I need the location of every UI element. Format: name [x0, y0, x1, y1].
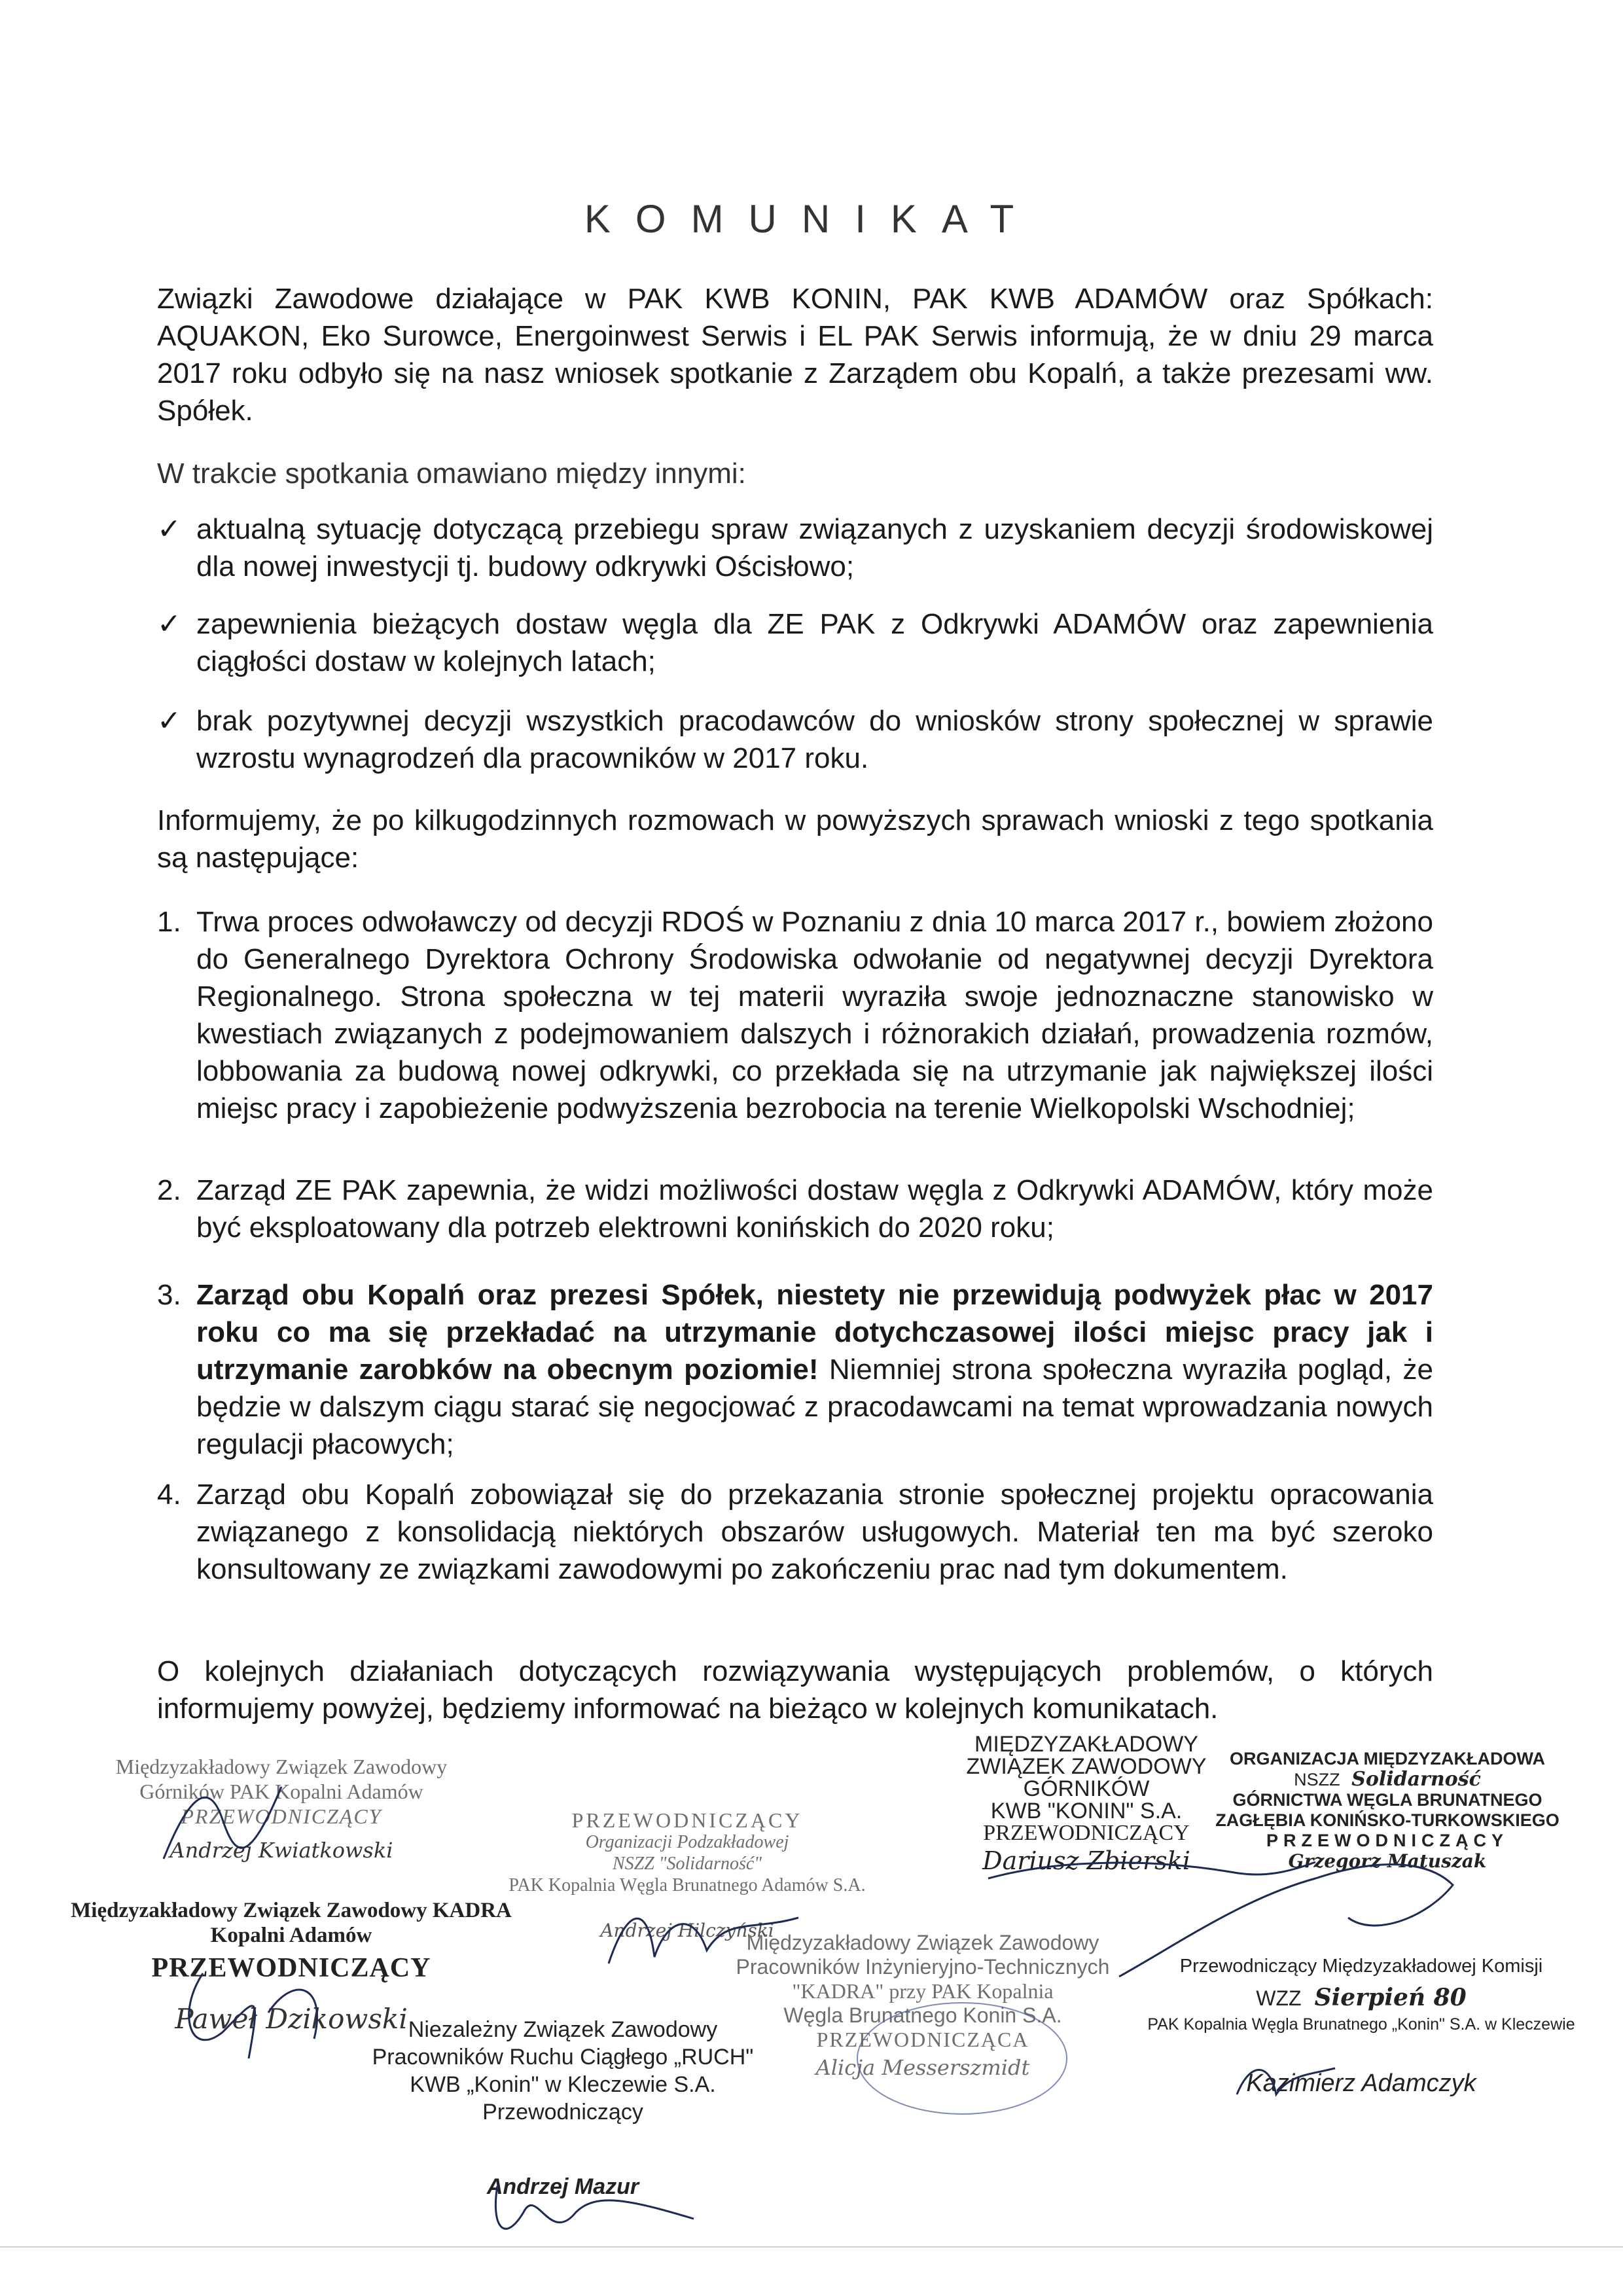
numbered-item: [157, 1476, 1433, 1588]
stamp-line: PRZEWODNICZĄCY: [571, 1808, 803, 1832]
stamp-line: Przewodniczący Międzyzakładowej Komisji: [1179, 1956, 1543, 1977]
signer-name: Andrzej Kwiatkowski: [169, 1838, 393, 1863]
solidarnosc-logo: Solidarność: [1351, 1768, 1481, 1791]
stamp-line: ZAGŁĘBIA KONIŃSKO-TURKOWSKIEGO: [1215, 1810, 1560, 1830]
check-mark-icon: ✓: [157, 513, 181, 545]
item-text: [196, 1276, 1433, 1463]
stamp-line: NSZZ: [1294, 1770, 1340, 1789]
stamp-line: Międzyzakładowy Związek Zawodowy KADRA: [71, 1899, 512, 1922]
stamp-line: GÓRNICTWA WĘGLA BRUNATNEGO: [1232, 1790, 1543, 1810]
document-title: KOMUNIKAT: [584, 197, 1039, 241]
check-item-text: zapewnienia bieżących dostaw węgla dla ZE PAK z Odkrywki ADAMÓW oraz zapewnienia ciągłości dostaw w kolejnych latach;: [196, 608, 1433, 677]
stamp-line: PAK Kopalnia Węgla Brunatnego „Konin" S.A. w Kleczewie: [1147, 2015, 1575, 2034]
item-text: Trwa proces odwoławczy od decyzji RDOŚ w Poznaniu z dnia 10 marca 2017 r., bowiem złożono do Generalnego Dyrektora Ochrony Środowiska odwołanie od negatywnej decyzji Dyrektora Regionalnego. Strona społeczna w tej materii wyraziła swoje jednoznaczne stanowisko w kwestiach związanych z podejmowaniem dalszych i różnorakich działań, prowadzenia rozmów, lobbowania za budową nowej odkrywki, co przekłada się na utrzymanie jak największej ilości miejsc pracy i zapobieżenie podwyższenia bezrobocia na terenie Wielkopolski Wschodniej;: [196, 906, 1433, 1124]
during-meeting-text: W trakcie spotkania omawiano między innymi:: [157, 457, 746, 490]
stamp-line: Pracowników Ruchu Ciągłego „RUCH": [372, 2045, 754, 2070]
closing-paragraph: [157, 1653, 1433, 1727]
signature-scribble: [151, 1767, 308, 1872]
signer-name: Grzegorz Matuszak: [1288, 1850, 1487, 1872]
stamp-line: MIĘDZYZAKŁADOWY: [974, 1732, 1198, 1757]
intro-paragraph: [157, 280, 1433, 429]
item-number: 3.: [157, 1279, 181, 1311]
numbered-item: [157, 1172, 1433, 1246]
stamp-line: KWB „Konin" w Kleczewie S.A.: [410, 2072, 716, 2097]
check-mark-icon: ✓: [157, 608, 181, 640]
signature-scribble: [602, 1892, 812, 1977]
signer-name: Andrzej Hilczyński: [600, 1920, 774, 1941]
check-mark-icon: ✓: [157, 705, 181, 737]
item-number: 2.: [157, 1174, 181, 1206]
signature-scribble: [484, 2173, 707, 2251]
signer-name: Alicja Messerszmidt: [815, 2055, 1030, 2080]
item-rest-text: Niemniej strona społeczna wyraziła pogląd, że będzie w dalszym ciągu starać się negocjować z pracodawcami na temat wprowadzania nowych regulacji płacowych;: [196, 1354, 1433, 1460]
signer-name: Kazimierz Adamczyk: [1246, 2070, 1476, 2097]
stamp-line: PRZEWODNICZĄCY: [181, 1804, 382, 1828]
stamp-line: KWB "KONIN" S.A.: [990, 1799, 1183, 1823]
item-text: Zarząd ZE PAK zapewnia, że widzi możliwości dostaw węgla z Odkrywki ADAMÓW, który może być eksploatowany dla potrzeb elektrowni konińskich do 2020 roku;: [196, 1174, 1433, 1244]
item-number: 4.: [157, 1479, 181, 1511]
stamp-line: Węgla Brunatnego Konin S.A.: [783, 2003, 1062, 2027]
signature-scribble: [1099, 1846, 1466, 1996]
check-item-text: brak pozytywnej decyzji wszystkich pracodawców do wniosków strony społecznej w sprawie wzrostu wynagrodzeń dla pracowników w 2017 roku.: [196, 705, 1433, 774]
stamp-line: PRZEWODNICZĄCY: [983, 1821, 1190, 1845]
stamp-line: Pracowników Inżynieryjno-Technicznych: [736, 1955, 1110, 1979]
stamp-line: WZZ: [1256, 1986, 1302, 2010]
stamp-line: PRZEWODNICZĄCA: [816, 2028, 1029, 2051]
intro-text: Związki Zawodowe działające w PAK KWB KONIN, PAK KWB ADAMÓW oraz Spółkach: AQUAKON, Eko Surowce, Energoinwest Serwis i EL PAK Serwis informują, że w dniu 29 marca 2017 roku odbyło się na nasz wniosek spotkanie z Zarządem obu Kopalń, a także prezesami ww. Spółek.: [157, 283, 1433, 427]
info-paragraph: [157, 802, 1433, 876]
stamp-line: Międzyzakładowy Związek Zawodowy: [115, 1755, 448, 1778]
check-item-text: aktualną sytuację dotyczącą przebiegu spraw związanych z uzyskaniem decyzji środowiskowej dla nowej inwestycji tj. budowy odkrywki Ościsłowo;: [196, 513, 1433, 583]
item-bold-text: Zarząd obu Kopalń oraz prezesi Spółek, niestety nie przewidują podwyżek płac w 2017 roku co ma się przekładać na utrzymanie dotychczasowej ilości miejsc pracy jak i utrzymanie zarobków na obecnym poziomie!: [196, 1279, 1433, 1386]
stamp-line: NSZZ "Solidarność": [612, 1854, 762, 1874]
stamp-line: Przewodniczący: [482, 2100, 643, 2125]
info-text: Informujemy, że po kilkugodzinnych rozmowach w powyższych sprawach wnioski z tego spotkania są następujące:: [157, 804, 1433, 874]
stamp-line: Organizacji Podzakładowej: [585, 1832, 789, 1852]
stamp-line: PRZEWODNICZĄCY: [1266, 1831, 1508, 1850]
signature-scribble: [1230, 2055, 1342, 2108]
stamp-line: "KADRA" przy PAK Kopalnia: [792, 1979, 1054, 2003]
check-item: [157, 511, 1433, 585]
stamp-line: ZWIĄZEK ZAWODOWY GÓRNIKÓW: [966, 1754, 1207, 1801]
stamp-logo-row: [1178, 1769, 1597, 1790]
stamp-circle-kadra-konin: [851, 1996, 1073, 2121]
stamp-line: ORGANIZACJA MIĘDZYZAKŁADOWA: [1230, 1749, 1545, 1768]
signer-name: Andrzej Mazur: [486, 2174, 639, 2199]
during-meeting-paragraph: [157, 455, 1433, 492]
signer-name: Paweł Dzikowski: [175, 2003, 408, 2035]
sierpien-logo: Sierpień 80: [1314, 1984, 1467, 2011]
check-item: [157, 702, 1433, 777]
closing-text: O kolejnych działaniach dotyczących rozwiązywania występujących problemów, o których informujemy powyżej, będziemy informować na bieżąco w kolejnych komunikatach.: [157, 1655, 1433, 1725]
stamp-line: Międzyzakładowy Związek Zawodowy: [746, 1931, 1099, 1954]
signer-name: Dariusz Zbierski: [982, 1846, 1190, 1875]
numbered-item: [157, 1276, 1433, 1463]
page-bottom-rule: [0, 2246, 1623, 2248]
item-text: Zarząd obu Kopalń zobowiązał się do przekazania stronie społecznej projektu opracowania związanego z konsolidacją niektórych obszarów usługowych. Materiał ten ma być szeroko konsultowany ze związkami zawodowymi po zakończeniu prac nad tym dokumentem.: [196, 1479, 1433, 1585]
stamp-line: Górników PAK Kopalni Adamów: [139, 1780, 423, 1803]
check-item: [157, 605, 1433, 680]
stamp-line: Niezależny Związek Zawodowy: [408, 2017, 718, 2042]
numbered-item: [157, 903, 1433, 1127]
stamp-line: Kopalni Adamów: [210, 1924, 372, 1947]
stamp-line: PRZEWODNICZĄCY: [151, 1953, 431, 1983]
item-number: 1.: [157, 906, 181, 938]
signature-scribble: [164, 1960, 360, 2072]
stamp-line: PAK Kopalnia Węgla Brunatnego Adamów S.A.: [508, 1875, 866, 1895]
